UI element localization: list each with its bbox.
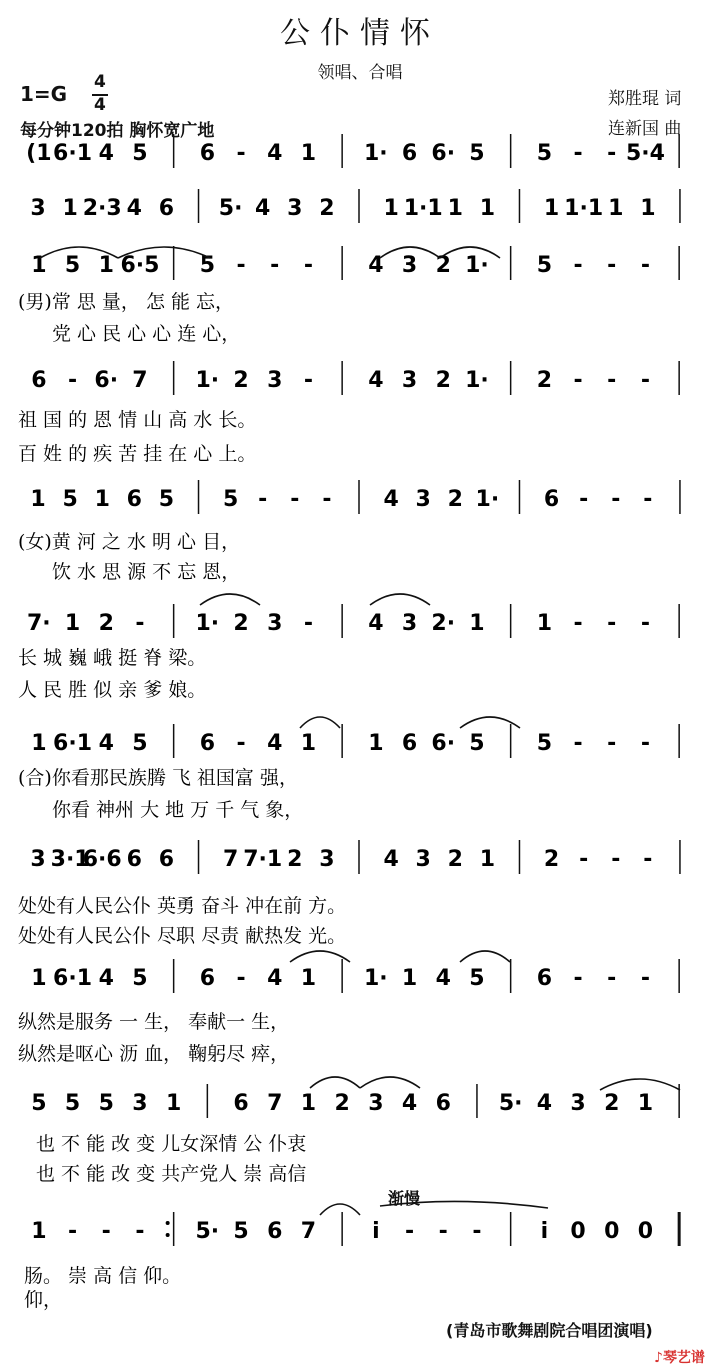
note-glyph: 4	[401, 1091, 418, 1116]
note-glyph: 5·	[218, 196, 243, 221]
note-glyph: -	[135, 1219, 145, 1244]
note-glyph: -	[438, 1219, 448, 1244]
note-glyph: -	[270, 253, 280, 278]
note-glyph: -	[607, 253, 617, 278]
lyric-line: 人 民 胜 似 亲 爹 娘。	[18, 679, 207, 701]
note-glyph: 6	[199, 966, 216, 991]
note-glyph: 6·5	[120, 253, 160, 278]
note-glyph: -	[290, 487, 300, 512]
note-glyph: 3	[30, 847, 46, 872]
note-glyph: 1	[64, 611, 81, 636]
lyric-line: (合)你看那民族腾 飞 祖国富 强，	[18, 767, 298, 789]
note-glyph: 3	[287, 196, 303, 221]
note-glyph: 2	[435, 253, 451, 278]
note-glyph: 3	[319, 847, 335, 872]
note-glyph: 4	[368, 611, 384, 636]
note-glyph: 4	[383, 847, 399, 872]
slur	[320, 1204, 360, 1215]
note-glyph: 1	[543, 196, 560, 221]
note-glyph: 1	[300, 141, 317, 166]
note-glyph: 5	[62, 487, 78, 512]
lyric-line: 你看 神州 大 地 万 千 气 象，	[52, 799, 304, 821]
note-glyph: 5	[469, 141, 485, 166]
note-glyph: 5	[158, 487, 175, 512]
note-glyph: i	[540, 1219, 549, 1244]
note-glyph: 4	[536, 1091, 553, 1116]
note-glyph: -	[640, 731, 651, 756]
note-glyph: 1·	[195, 611, 220, 636]
note-glyph: 5	[132, 731, 148, 756]
note-glyph: 1·	[475, 487, 500, 512]
ritardando-marking: 渐慢	[388, 1189, 421, 1208]
lyric-line: 处处有人民公仆 英勇 奋斗 冲在前 方。	[18, 895, 347, 917]
note-glyph: 3	[415, 847, 431, 872]
note-glyph: 2	[536, 368, 553, 393]
note-glyph: 1	[447, 196, 463, 221]
note-glyph: 0	[604, 1219, 620, 1244]
note-glyph: 1	[300, 1091, 317, 1116]
note-glyph: 1	[383, 196, 399, 221]
note-glyph: 2	[435, 368, 451, 393]
note-glyph: i	[372, 1219, 380, 1244]
note-glyph: 1·1	[403, 196, 443, 221]
time-signature-top: 4	[94, 72, 106, 92]
slur	[310, 1077, 360, 1088]
composer-credit: 连新国 曲	[608, 119, 682, 139]
lyric-line: 纵然是服务 一 生， 奉献一 生，	[18, 1011, 290, 1033]
note-glyph: 3	[401, 253, 418, 278]
key-signature: 1=G	[20, 82, 68, 106]
note-glyph: -	[607, 731, 617, 756]
note-glyph: 6	[31, 368, 47, 393]
note-glyph: 6	[158, 196, 175, 221]
note-glyph: 1	[401, 966, 418, 991]
note-glyph: 4	[267, 966, 283, 991]
note-glyph: 6	[401, 141, 418, 166]
note-glyph: -	[640, 966, 651, 991]
note-glyph: -	[640, 253, 651, 278]
note-glyph: 6	[543, 487, 560, 512]
note-glyph: 4	[98, 731, 114, 756]
note-glyph: 6·6	[82, 847, 122, 872]
note-glyph: 6·	[94, 368, 119, 393]
note-glyph: -	[573, 611, 583, 636]
note-glyph: 1	[62, 196, 78, 221]
note-glyph: 3	[267, 368, 283, 393]
note-glyph: 6	[126, 847, 142, 872]
note-glyph: 5	[536, 141, 553, 166]
note-glyph: -	[607, 368, 617, 393]
lyric-line: 祖 国 的 恩 情 山 高 水 长。	[18, 409, 257, 431]
note-glyph: 6	[233, 1091, 249, 1116]
note-glyph: 1	[637, 1091, 654, 1116]
note-glyph: 4	[126, 196, 142, 221]
note-glyph: -	[303, 611, 314, 636]
note-glyph: 5·	[195, 1219, 220, 1244]
note-glyph: 5	[132, 966, 148, 991]
lyric-line: 也 不 能 改 变 儿女深情 公 仆衷	[36, 1133, 307, 1155]
note-glyph: 3	[570, 1091, 586, 1116]
note-glyph: 6·	[431, 731, 456, 756]
note-glyph: 1	[300, 731, 317, 756]
lyric-line: 长 城 巍 峨 挺 脊 梁。	[18, 647, 207, 669]
note-glyph: 1	[479, 847, 496, 872]
note-glyph: 1·1	[564, 196, 604, 221]
note-glyph: 5	[132, 141, 148, 166]
note-glyph: -	[472, 1219, 482, 1244]
note-glyph: 1	[608, 196, 624, 221]
note-glyph: 1·	[465, 368, 489, 393]
note-glyph: 1	[640, 196, 656, 221]
note-glyph: 6·1	[53, 731, 93, 756]
note-glyph: 1	[31, 1219, 47, 1244]
note-glyph: 4	[435, 966, 451, 991]
note-glyph: -	[303, 368, 314, 393]
note-glyph: 2	[604, 1091, 620, 1116]
note-glyph: 7·1	[243, 847, 283, 872]
note-glyph: 1	[31, 253, 47, 278]
note-glyph: -	[640, 611, 651, 636]
note-glyph: 4	[267, 731, 283, 756]
note-glyph: 5	[64, 1091, 81, 1116]
site-logo	[654, 1347, 705, 1367]
note-glyph: 4	[98, 966, 114, 991]
note-glyph: 6	[199, 731, 216, 756]
note-glyph: -	[607, 966, 617, 991]
note-glyph: -	[67, 368, 78, 393]
note-glyph: 3	[401, 611, 418, 636]
note-glyph: 6·1	[53, 141, 93, 166]
lyric-line: 百 姓 的 疾 苦 挂 在 心 上。	[18, 443, 257, 465]
note-glyph: 7	[132, 368, 148, 393]
note-glyph: -	[573, 966, 583, 991]
note-glyph: 3	[368, 1091, 384, 1116]
note-glyph: 4	[267, 141, 283, 166]
note-glyph: -	[643, 847, 653, 872]
note-glyph: 5	[98, 1091, 114, 1116]
note-glyph: 2·	[431, 611, 456, 636]
note-glyph: 4	[368, 368, 384, 393]
note-glyph: -	[611, 487, 621, 512]
slur	[200, 594, 260, 605]
note-glyph: 2	[319, 196, 335, 221]
slur	[370, 594, 430, 605]
note-glyph: 1	[165, 1091, 182, 1116]
note-glyph: 6	[536, 966, 553, 991]
lyric-line: 仰，	[24, 1289, 63, 1311]
note-glyph: -	[573, 731, 583, 756]
note-glyph: 5	[469, 966, 485, 991]
note-glyph: 1·	[364, 966, 388, 991]
note-glyph: -	[579, 847, 589, 872]
note-glyph: 3	[132, 1091, 148, 1116]
note-glyph: (1	[26, 141, 52, 166]
note-glyph: 2	[98, 611, 114, 636]
note-glyph: -	[236, 731, 246, 756]
note-glyph: 6·	[431, 141, 456, 166]
note-glyph: 2	[233, 611, 249, 636]
note-glyph: 2	[287, 847, 303, 872]
note-glyph: -	[236, 141, 246, 166]
note-glyph: 2	[447, 847, 463, 872]
note-glyph: 5	[64, 253, 81, 278]
note-glyph: 1·	[195, 368, 220, 393]
note-glyph: 3·1	[50, 847, 90, 872]
note-glyph: 3	[267, 611, 283, 636]
note-glyph: 5	[536, 253, 553, 278]
note-glyph: 1	[469, 611, 485, 636]
note-glyph: 6	[435, 1091, 451, 1116]
note-glyph: -	[236, 966, 246, 991]
note-glyph: -	[607, 611, 617, 636]
note-glyph: -	[611, 847, 621, 872]
note-glyph: 7	[300, 1219, 317, 1244]
note-glyph: -	[404, 1219, 415, 1244]
note-glyph: 6·1	[53, 966, 93, 991]
note-glyph: 2	[543, 847, 560, 872]
slur	[360, 1077, 420, 1088]
note-glyph: -	[322, 487, 332, 512]
note-glyph: 5	[31, 1091, 47, 1116]
note-glyph: 1·	[364, 141, 388, 166]
note-glyph: 2	[447, 487, 463, 512]
note-glyph: 7	[267, 1091, 283, 1116]
lyric-line: 也 不 能 改 变 共产党人 崇 高信	[36, 1163, 307, 1185]
note-glyph: 0	[570, 1219, 586, 1244]
note-glyph: 1	[31, 966, 47, 991]
note-glyph: 4	[98, 141, 114, 166]
note-glyph: -	[579, 487, 589, 512]
note-glyph: -	[303, 253, 314, 278]
note-glyph: 1	[98, 253, 114, 278]
note-glyph: 2	[334, 1091, 350, 1116]
note-glyph: -	[573, 141, 583, 166]
tempo-marking: 每分钟120拍 胸怀宽广地	[20, 121, 215, 141]
note-glyph: 6	[267, 1219, 283, 1244]
slur	[290, 951, 350, 962]
performer-credit: (青岛市歌舞剧院合唱团演唱)	[446, 1321, 653, 1340]
note-glyph: 6	[199, 141, 216, 166]
note-glyph: -	[135, 611, 145, 636]
note-glyph: -	[258, 487, 268, 512]
note-glyph: 1	[31, 731, 47, 756]
lyric-line: 党 心 民 心 心 连 心，	[52, 323, 241, 345]
note-glyph: 6	[158, 847, 175, 872]
note-glyph: 4	[255, 196, 271, 221]
song-title: 公仆情怀	[280, 16, 440, 51]
note-glyph: 1	[536, 611, 553, 636]
slur	[460, 951, 510, 962]
note-glyph: -	[101, 1219, 111, 1244]
note-glyph: 1	[30, 487, 46, 512]
slur	[600, 1079, 680, 1090]
note-glyph: 2·3	[82, 196, 122, 221]
time-signature-bottom: 4	[94, 95, 106, 115]
note-glyph: 5·4	[625, 141, 665, 166]
lyric-line: 处处有人民公仆 尽职 尽责 献热发 光。	[18, 925, 347, 947]
lyric-line: 肠。 崇 高 信 仰。	[24, 1265, 182, 1287]
note-glyph: 5	[233, 1219, 249, 1244]
note-glyph: 5	[199, 253, 216, 278]
lyric-line: 纵然是呕心 沥 血， 鞠躬尽 瘁，	[18, 1043, 290, 1065]
note-glyph: 5	[469, 731, 485, 756]
lyric-line: 饮 水 思 源 不 忘 恩，	[52, 561, 241, 583]
note-glyph: 1	[300, 966, 317, 991]
note-glyph: 7	[222, 847, 239, 872]
note-glyph: 3	[30, 196, 46, 221]
note-glyph: 7·	[27, 611, 51, 636]
note-glyph: -	[607, 141, 617, 166]
note-glyph: -	[643, 487, 653, 512]
note-glyph: 1	[368, 731, 384, 756]
logo-icon: ♪	[654, 1350, 663, 1366]
note-glyph: -	[640, 368, 651, 393]
repeat-dot	[166, 1221, 170, 1225]
note-glyph: -	[573, 253, 583, 278]
note-glyph: 1	[94, 487, 110, 512]
note-glyph: 5	[536, 731, 553, 756]
note-glyph: 3	[401, 368, 418, 393]
lyric-line: (女)黄 河 之 水 明 心 目，	[18, 531, 241, 553]
lyric-line: (男)常 思 量， 怎 能 忘，	[18, 291, 235, 313]
note-glyph: -	[67, 1219, 78, 1244]
note-glyph: 4	[383, 487, 399, 512]
song-subtitle: 领唱、合唱	[317, 63, 403, 83]
note-glyph: 5	[222, 487, 239, 512]
note-glyph: 6	[401, 731, 418, 756]
note-glyph: 6	[126, 487, 142, 512]
lyricist-credit: 郑胜琨 词	[608, 89, 682, 109]
slur	[300, 717, 340, 728]
note-glyph: -	[236, 253, 246, 278]
logo-text: 琴艺谱	[662, 1350, 705, 1366]
note-glyph: 2	[233, 368, 249, 393]
note-glyph: 1	[479, 196, 496, 221]
note-glyph: 1·	[465, 253, 489, 278]
note-glyph: 3	[415, 487, 431, 512]
note-glyph: -	[573, 368, 583, 393]
note-glyph: 4	[368, 253, 384, 278]
repeat-dot	[166, 1233, 170, 1237]
note-glyph: 0	[637, 1219, 654, 1244]
note-glyph: 5·	[498, 1091, 523, 1116]
